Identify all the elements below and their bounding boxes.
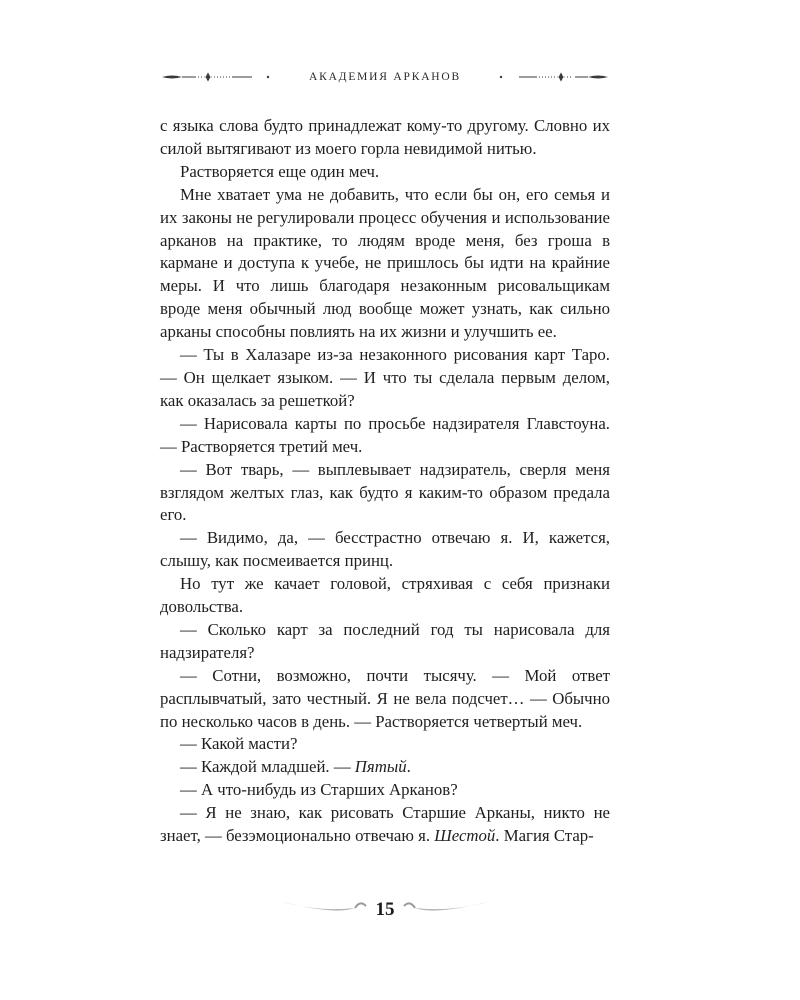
paragraph: Но тут же качает головой, стряхивая с себя признаки довольства. [160,574,610,617]
paragraph: Растворяется еще один меч. [180,161,380,181]
book-title: АКАДЕМИЯ АРКАНОВ [309,71,461,83]
paragraph: — Нарисовала карты по просьбе надзирателя Главстоуна. — Растворяется третий меч. [160,413,610,456]
ornament-right-icon [495,62,610,92]
page-number: 15 [375,899,395,920]
paragraph: — Сколько карт за последний год ты нарисовала для надзирателя? [160,619,610,662]
running-header [160,62,610,92]
paragraph: — Ты в Халазаре из-за незаконного рисования карт Таро. — Он щелкает языком. — И что ты сделала первым делом, как оказалась за решеткой? [160,345,610,410]
paragraph: — А что-нибудь из Старших Арканов? [180,780,458,800]
page-body [160,115,610,848]
paragraph: — Какой масти? [180,734,298,754]
paragraph: — Я не знаю, как рисовать Старшие Арканы, никто не знает, — безэмоционально отвечаю я. Шестой. Магия Стар- [160,803,610,846]
paragraph: Мне хватает ума не добавить, что если бы он, его семья и их законы не регулировали процесс обучения и использование арканов на практике, то людям вроде меня, без гроша в кармане и доступа к учебе, не пришлось бы идти на крайние меры. И что лишь благодаря незаконным рисовальщикам вроде меня обычный люд вообще может узнать, как сильно арканы способны повлиять на их жизни и улучшить ее. [160,184,610,342]
page-footer [280,894,490,924]
paragraph: — Видимо, да, — бесстрастно отвечаю я. И, кажется, слышу, как посмеивается принц. [160,528,610,571]
paragraph: — Сотни, возможно, почти тысячу. — Мой ответ расплывчатый, зато честный. Я не вела подсчет… — Обычно по несколько часов в день. — Растворяется четвертый меч. [160,665,610,731]
paragraph: — Вот тварь, — выплевывает надзиратель, сверля меня взглядом желтых глаз, как будто я каким-то образом предала его. [160,459,610,525]
italic-text: Шестой [434,826,496,846]
paragraph: с языка слова будто принадлежат кому-то другому. Словно их силой вытягивают из моего горла невидимой нитью. [160,116,610,158]
paragraph: — Каждой младшей. — Пятый. [180,757,411,777]
italic-text: Пятый [354,757,407,777]
